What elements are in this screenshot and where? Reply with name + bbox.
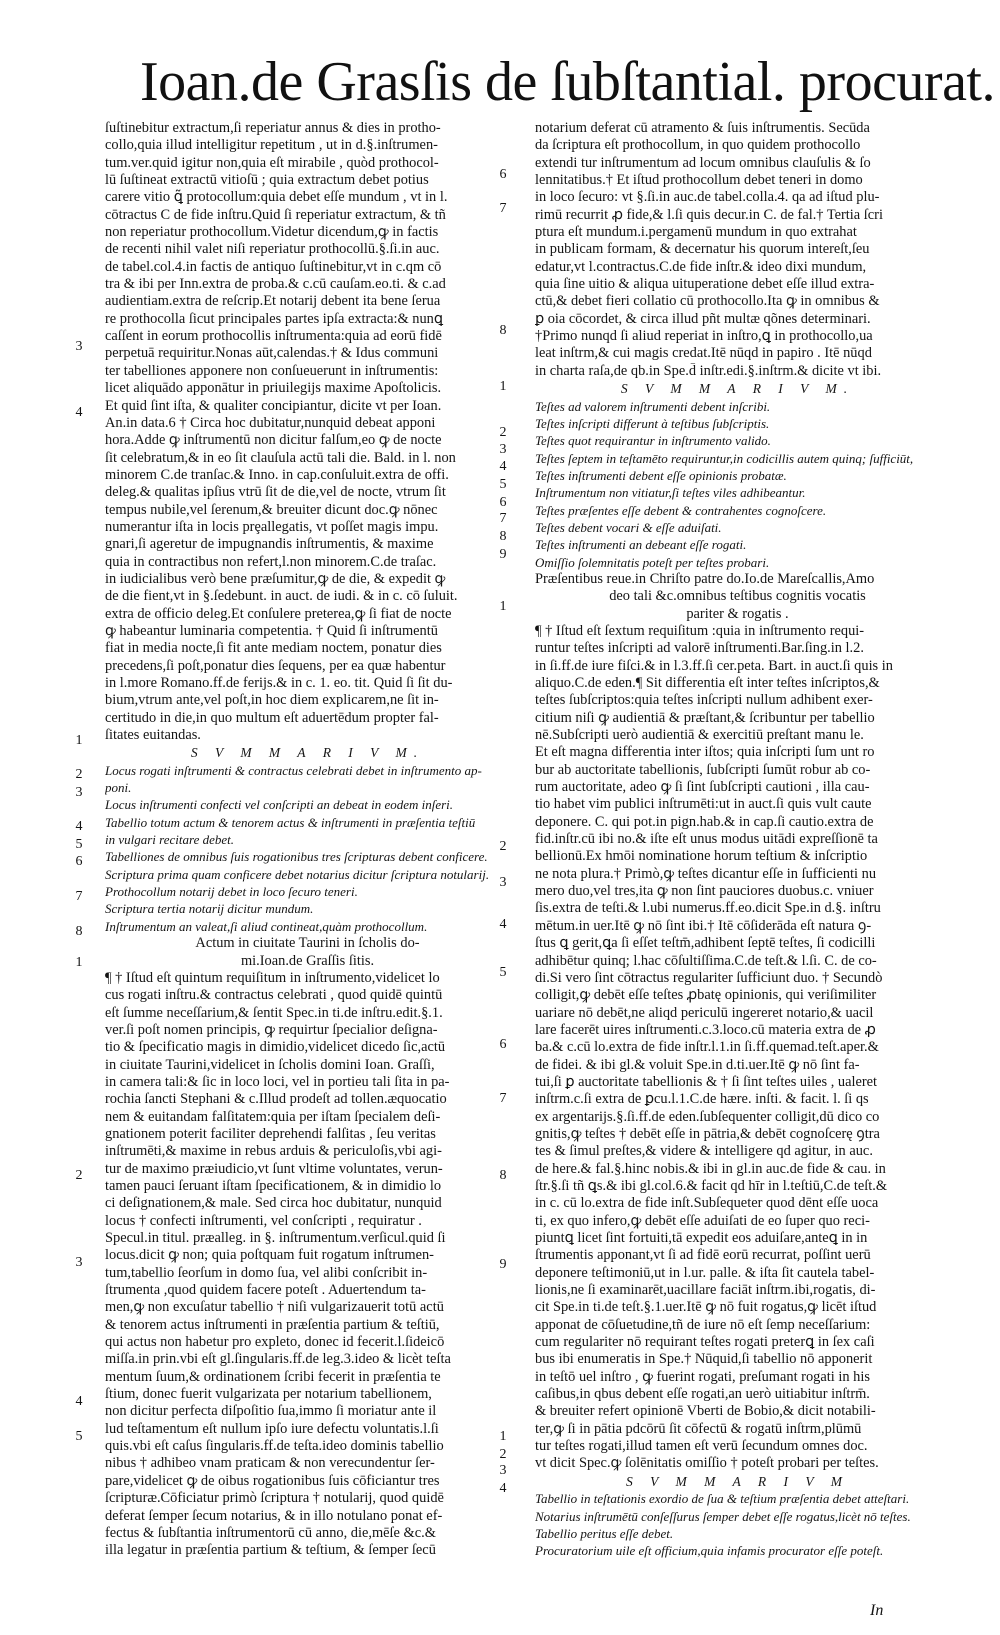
text-line: Actum in ciuitate Taurini in ſcholis do- (195, 935, 420, 952)
margin-number: 2 (499, 1447, 507, 1462)
text-line: mentum ſuum,& ordinationem ſcribi fecerit in præſentia te (105, 1368, 441, 1385)
text-line: rimū recurrit ꝓ fide,& l.ſi quis decur.in C. de fal.† Tertia ſcri (535, 206, 883, 223)
text-line: Et quid ſint iſta, & qualiter concipiantur, dicite vt per Ioan. (105, 397, 442, 414)
text-line: tra & ibi per Inn.extra de proba.& c.cū cauſam.eo.ti. & c.ad (105, 276, 446, 293)
left-column (105, 120, 510, 1560)
text-line: men,ꝙ non excuſatur tabellio † niſi vulgarizauerit totū actū (105, 1299, 444, 1316)
text-line: aliquo.C.de eden.¶ Sit differentia eſt inter teſtes inſcriptos,& (535, 675, 880, 691)
text-line: bur ab auctoritate tabellionis, ſubſcripti ſumūt robur ab co- (535, 761, 871, 778)
text-line: deferat ſemper ſecum notarius, & in illo notulano ponat ef- (105, 1507, 443, 1524)
text-line: in c. cū lo.extra de fide inſt.Subſequeter quod dēnt eſſe uoca (535, 1195, 879, 1212)
text-line: in ciuitate Taurini,videlicet in ſcholis domini Ioan. Graſſi, (105, 1056, 435, 1073)
text-line: uariare nō debēt,ne aliqd periculū ingereret notario,& uacil (535, 1004, 874, 1021)
summary-line: Tabelliones de omnibus ſuis rogationibus tres ſcripturas debent conficere. (105, 849, 488, 865)
text-line: certitudo in die,in quo multum eſt aduertēdum propter fal- (105, 709, 439, 726)
text-line: tamen pauci ſeruant iſtam ſpecificationem, & in dimidio lo (105, 1177, 442, 1194)
text-line: deponere. C. qui pot.in pign.hab.& in cap.ſi cautio.extra de (535, 813, 874, 830)
text-line: quia in contractibus non refert,l.non minorem.C.de traſac. (105, 553, 437, 570)
text-line: ptura eſt mundum.i.pergamenū mundum in quo extrahat (535, 224, 857, 241)
text-line: in loco ſecuro: vt §.ſi.in auc.de tabel.colla.4. qa ad iſtud plu- (535, 189, 880, 206)
text-line: ſtium, donec fuerit vulgarizata per notarium tabellionem, (105, 1386, 432, 1403)
text-line: lennitatibus.† Et iſtud prothocollum debet teneri in domo (535, 172, 863, 189)
text-line: inſtrumēti,& maxime in rebus arduis & periculoſis,vbi agi- (105, 1143, 442, 1160)
text-line: da ſcriptura eſt prothocollum, in quo quidem prothocollo (535, 137, 861, 154)
text-line: gnationem poterit faciliter deprehendi falſitas , ſeu veritas (105, 1125, 436, 1142)
text-line: eſt ſumme neceſſarium,& ſentit Spec.in ti.de inſtru.edit.§.1. (105, 1004, 443, 1021)
text-line: Præſentibus reue.in Chriſto patre do.Io.de Mareſcallis,Amo (535, 570, 875, 587)
text-line: apponat de cōſuetudine,tñ de iure nō eſt ſemp neceſſarium: (535, 1316, 871, 1333)
text-line: caſibus,in qbus debent eſſe rogati,an uerò uitiabitur inſtrm̄. (535, 1386, 870, 1403)
text-line: perpetuā requiritur.Nonas aūt,calendas.† & Idus communi (105, 345, 439, 362)
text-line: extra de officio deleg.Et conſulere preterea,ꝙ ſi fiat de nocte (105, 605, 452, 622)
text-line: & tenorem actus inſtrumenti in præſentia partium & teſtiū, (105, 1316, 440, 1333)
text-line: ſtus ꝗ gerit,ꝗa ſi eſſet teſtm̄,adhibent ſeptē teſtes, ſi codicilli (535, 935, 876, 952)
margin-number: 5 (499, 965, 507, 980)
summary-line: Inſtrumentum an valeat,ſi aliud contineat,quàm prothocollum. (105, 918, 428, 934)
text-line: lū ſuſtineat extractū vitioſū ; quia extractum debet potius (105, 172, 429, 189)
summary-line: Tabellio in teſtationis exordio de ſua & teſtium præſentia debet atteſtari. (535, 1491, 910, 1507)
text-line: fectus & ſubſtantia inſtrumentorū cū anno, die,mēſe &c.& (105, 1524, 436, 1541)
text-line: audientiam.extra de reſcrip.Et notarij debent ita bene ſerua (105, 293, 441, 310)
text-line: cus rogati inſtru.& contractus celebrati , quod quidē quintū (105, 987, 443, 1004)
margin-number: 1 (499, 1429, 507, 1444)
text-line: quia ſine uitio & aliqua uituperatione debet eſſe illud extra- (535, 276, 875, 293)
text-line: nē.Subſcripti uerò audientiā & exercitiū preſtant manu le. (535, 727, 864, 744)
summary-line: Locus inſtrumenti confecti vel conſcripti an debeat in eodem inſeri. (105, 797, 454, 813)
margin-number: 9 (499, 1257, 507, 1272)
text-line: ſtr.§.ſi tñ ꝗs.& ibi gl.col.6.& facit qd hīr in l.teſtiū,C.de teſt.& (535, 1177, 888, 1194)
text-line: quis.vbi eſt caſus ſingularis.ff.de teſta.ideo dominis tabellio (105, 1438, 444, 1455)
margin-number: 8 (75, 924, 83, 939)
margin-number: 7 (499, 1091, 507, 1106)
margin-number: 2 (499, 425, 507, 440)
margin-number: 2 (75, 767, 83, 782)
text-line: Specul.in titul. præalleg. in §. inſtrumentum.verſicul.quid ſi (105, 1230, 446, 1246)
text-line: ſtrumenta ,quod quidem facere poteſt . Aduertendum ta- (105, 1282, 426, 1299)
summary-line: poni. (105, 780, 132, 796)
margin-number: 2 (499, 839, 507, 854)
summary-line: Teſtes inſtrumenti an debeant eſſe rogati. (535, 537, 747, 553)
margin-number: 4 (499, 459, 507, 474)
text-line: ex argentarijs.§.ſi.ff.de eden.ſubſequenter colligit,dū dico co (535, 1108, 880, 1125)
text-line: teſtes ſubſcriptos:quia teſtes inſcripti nullum adhibent exer- (535, 692, 873, 709)
text-line: ꝙ habeantur luminaria competentia. † Quid ſi inſtrumentū (105, 622, 438, 639)
text-line: de tabel.col.4.in factis de antiquo ſuſtinebitur,vt in c.qm cō (105, 258, 442, 275)
margin-number: 9 (499, 547, 507, 562)
text-line: de here.& fal.§.hinc nobis.& ibi in gl.in auc.de fide & cau. in (535, 1160, 886, 1177)
text-line: nibus † adhibeo vnam praticam & non verecundentur ſer- (105, 1455, 435, 1472)
text-line: ſitates euitandas. (105, 727, 201, 744)
text-line: ctū,& debet fieri collatio cū prothocollo.Ita ꝙ in omnibus & (535, 293, 880, 310)
margin-number: 1 (499, 599, 507, 614)
right-column (535, 120, 940, 1560)
text-line: ¶ † Iſtud eſt ſextum requiſitum :quia in inſtrumento requi- (535, 622, 865, 639)
text-line: illa legatur in præſentia partium & teſtium, & ſemper ſecū (105, 1542, 436, 1559)
summary-line: Teſtes quot requirantur in inſtrumento valido. (535, 433, 771, 449)
text-line: Et eſt magna differentia inter iſtos; quia inſcripti ſum unt ro (535, 744, 875, 761)
text-line: ¶ † Iſtud eſt quintum requiſitum in inſtrumento,videlicet lo (105, 969, 440, 986)
text-line: runtur teſtes inſcripti ad valorē inſtrumenti.Bar.ſing.in l.2. (535, 640, 864, 657)
text-line: non reperiatur prothocollum.Videtur dicendum,ꝙ in factis (105, 224, 439, 241)
text-line: collo,quia illud intelligitur repetitum , ut in d.§.inſtrumen- (105, 137, 438, 154)
margin-number: 7 (499, 201, 507, 216)
text-line: pariter & rogatis . (686, 605, 789, 622)
text-line: qui actus non habetur pro expleto, donec id fecerit.l.ſideicō (105, 1334, 445, 1351)
text-line: di.Si vero ſint cōtractus regulariter ſufficiunt duo. † Secundò (535, 969, 883, 986)
text-line: edatur,vt l.contractus.C.de fide inſtr.& ideo dixi mundum, (535, 258, 867, 275)
text-line: re prothocolla ſicut principales partes ipſa extracta:& nunꝗ (105, 310, 443, 327)
text-line: gnitis,ꝙ teſtes † debēt eſſe in pātria,& debēt cognoſcerę ꝯtra (535, 1125, 880, 1142)
text-line: minorem C.de tranſac.& Inno. in cap.conſuluit.extra de offi. (105, 466, 449, 483)
text-line: tum,tabellio ſeorſum in domo ſua, vel alibi conſcribit in- (105, 1264, 428, 1281)
text-line: inſtrm.c.ſi extra de ꝑcu.l.1.C.de hære. inſti. & facit. l. ſi qs (535, 1091, 869, 1108)
margin-number: 3 (499, 442, 507, 457)
text-line: ſuſtinebitur extractum,ſi reperiatur annus & dies in protho- (105, 120, 441, 136)
summary-line: in vulgari recitare debet. (105, 832, 235, 848)
text-line: tes & ſimul preſtes,& videre & intelligere qd agitur, in auc. (535, 1143, 873, 1160)
text-line: ſis.extra de teſti.& l.ubi numerus.ff.eo.dicit Spe.in d.§. inſtru (535, 900, 881, 917)
summary-heading: S V M M A R I V M. (620, 381, 855, 397)
text-line: gnari,ſi ageretur de impugnandis inſtrumentis, & maxime (105, 536, 434, 553)
margin-number: 3 (499, 875, 507, 890)
text-line: mētum.in uer.Itē ꝙ nō ſint ibi.† Itē cōſiderāda eſt natura ꝯ- (535, 917, 872, 934)
text-line: deo tali &c.omnibus teſtibus cognitis vocatis (609, 588, 866, 605)
margin-number: 6 (499, 1037, 507, 1052)
text-line: vt dicit Spec.ꝙ ſolēnitatis omiſſio † poteſt probari per teſtes. (535, 1455, 879, 1472)
text-line: in iudicialibus verò bene præſumitur,ꝙ de die, & expedit ꝙ (105, 570, 446, 587)
summary-line: Scriptura tertia notarij dicitur mundum. (105, 901, 314, 917)
text-line: piuntꝗ licet ſint fortuiti,tā expedit eos aduiſare,anteꝗ in in (535, 1230, 868, 1246)
text-line: fid.inſtr.cū ibi no.& iſte eſt unus modus uitādi expreſſionē ta (535, 831, 878, 848)
text-line: locus.dicit ꝙ non; quia poſtquam fuit rogatum inſtrumen- (105, 1247, 434, 1264)
text-line: deleg.& qualitas ipſius vtrū ſit de die,vel de nocte, vtrum ſit (105, 484, 446, 501)
text-line: leat inſtrm,& cui magis credat.Itē nūqd in papiro . Itē nūqd (535, 345, 872, 362)
text-line: caſſent in eorum prothocollis inſtrumenta:quia ad eorū fidē (105, 328, 442, 345)
margin-number: 6 (499, 167, 507, 182)
text-line: tio habet vim publici inſtrumēti:ut in auct.ſi quis vult caute (535, 796, 872, 813)
summary-line: Teſtes præſentes eſſe debent & contrahentes cognoſcere. (535, 502, 827, 518)
text-line: tur teſtes rogati,illud tamen eſt verū ſecundum omnes doc. (535, 1438, 868, 1455)
text-line: & breuiter refert opinionē Vberti de Bobio,& dicit notabili- (535, 1403, 876, 1420)
text-line: tio & ſpecificatio magis in dimidio,videlicet dicedo ſic,actū (105, 1039, 446, 1056)
text-line: tempus nubile,vel ſerenum,& breuiter dicunt doc.ꝙ nōnec (105, 501, 438, 518)
text-line: mi.Ioan.de Graſſis ſitis. (240, 952, 375, 969)
summary-line: Scriptura prima quam conficere debet notarius dicitur ſcriptura notularij. (105, 866, 490, 882)
text-line: ſtrumentis apponant,vt ſi ad fidē eorū recurrat, poſſint uerū (535, 1247, 871, 1264)
text-line: ter,ꝙ ſi in pātia pdcōrū ſit cōfectū & rogatū inſtrm,plūmū (535, 1420, 862, 1437)
text-line: ne nota plura.† Primò,ꝙ teſtes dicantur eſſe in ſufficienti nu (535, 865, 877, 882)
summary-line: Tabellio totum actum & tenorem actus & inſtrumenti in præſentia teſtiū (105, 814, 476, 830)
text-line: licet aliquādo apponātur in priuilegijs maxime Apoſtolicis. (105, 380, 442, 397)
catchword: In (870, 1602, 884, 1619)
summary-line: Teſtes inſtrumenti debent eſſe opinionis probatæ. (535, 467, 787, 483)
margin-number: 4 (75, 405, 83, 420)
text-line: bellionū.Ex hmōi nominatione horum teſtium & inſcriptio (535, 848, 868, 865)
text-line: extendi tur inſtrumentum ad locum omnibus clauſulis & ſo (535, 154, 871, 171)
margin-number: 6 (75, 854, 83, 869)
summary-line: Inſtrumentum non vitiatur,ſi teſtes viles adhibeantur. (535, 485, 806, 501)
text-line: tur de maximo præiudicio,vt ſunt vltime voluntates, verun- (105, 1160, 443, 1177)
text-line: †Primo nunqd ſi aliud reperiat in inſtro,ꝗ in prothocollo,ua (535, 328, 873, 345)
margin-number: 6 (499, 495, 507, 510)
text-line: de fidei. & ibi gl.& voluit Spe.in d.ti.uer.Itē ꝙ nō ſint fa- (535, 1056, 860, 1073)
text-line: ter tabelliones apponere non conſueuerunt in inſtrumentis: (105, 362, 439, 379)
text-line: bus ibi enumeratis in Spe.† Nūquid,ſi tabellio nō apponerit (535, 1351, 873, 1368)
summary-line: Teſtes debent vocari & eſſe aduiſati. (535, 519, 722, 535)
margin-number: 3 (75, 1255, 83, 1270)
margin-number: 5 (75, 1429, 83, 1444)
text-line: bium,vtrum ante,vel poſt,in hoc diem explicarem,ne ſit in- (105, 692, 439, 709)
text-line: ver.ſi poſt nomen principis, ꝙ requirtur ſpecialior deſigna- (105, 1021, 438, 1038)
text-line: de recenti nihil valet niſi reperiatur prothocollū.§.ſi.in auc. (105, 241, 440, 258)
text-line: in charta raſa,de qb.in Spe.d̄ inſtr.edi.§.inſtrm.& dicite vt ibi. (535, 362, 882, 379)
text-line: ba.& c.cū lo.extra de fide inſtr.l.1.in ſi.ff.quemad.teſt.aper.& (535, 1039, 879, 1056)
text-line: citium niſi ꝙ audientiā & præſtant,& ſcribuntur per tabellio (535, 709, 875, 726)
text-line: mero duo,vel tres,ita ꝙ non ſint pauciores duobus.c. vniuer (535, 883, 874, 900)
text-line: tum.ver.quid igitur non,quia eſt mirabile , quòd prothocol- (105, 154, 439, 171)
text-line: adhibētur quinq; l.hac cōſultiſſima.C.de teſt.& l.ſi. C. de co- (535, 952, 877, 969)
text-line: lare facerēt uires inſtrumenti.c.3.loco.cū materia extra de ꝓ (535, 1021, 876, 1038)
margin-number: 4 (499, 1481, 507, 1496)
margin-number: 3 (75, 785, 83, 800)
text-line: rochia ſancti Stephani & c.Illud prodeſt ad tollen.æquocatio (105, 1091, 447, 1108)
summary-line: Notarius inſtrumētū conſeſſurus ſemper debet eſſe rogatus,licèt nō teſtes. (535, 1508, 911, 1524)
text-line: cit Spe.in ti.de teſt.§.1.uer.Itē ꝙ nō fuit rogatus,ꝙ licēt iſtud (535, 1299, 877, 1316)
text-line: in l.more Romano.ff.de ferijs.& in c. 1. eo. tit. Quid ſi ſit du- (105, 675, 453, 691)
margin-number: 1 (499, 379, 507, 394)
text-line: ſcripturæ.Cōficiatur primò ſcriptura † notularij, quod quidē (105, 1490, 444, 1507)
margin-number: 8 (499, 529, 507, 544)
margin-number: 2 (75, 1168, 83, 1183)
summary-line: Teſtes ad valorem inſtrumenti debent inſcribi. (535, 398, 771, 414)
summary-heading: S V M M A R I V M (626, 1473, 849, 1489)
text-line: notarium deferat cū atramento & ſuis inſtrumentis. Secūda (535, 120, 870, 136)
margin-number: 4 (499, 917, 507, 932)
summary-line: Omiſſio ſolemnitatis poteſt per teſtes probari. (535, 554, 770, 570)
text-line: lud teſtamentum eſt nullum ipſo iure defectu voluntatis.l.ſi (105, 1420, 439, 1437)
text-line: hora.Adde ꝙ inſtrumentū non dicitur falſum,eo ꝙ de nocte (105, 432, 442, 449)
margin-number: 4 (75, 1394, 83, 1409)
text-line: ꝑ oia cōcordet, & circa illud pñt multæ qõnes determinari. (535, 310, 871, 327)
text-line: precedens,ſi poſt,ponatur dies ſequens, per ea quæ habentur (105, 657, 446, 674)
text-line: deponere teſtimoniū,ut in l.ur. palle. & iſta ſit cautela tabel- (535, 1264, 875, 1281)
text-line: in ſi.ff.de iure fiſci.& in l.3.ff.ſi cer.peta. Bart. in auct.ſi quis in (535, 657, 893, 674)
text-line: in teſtō uel inſtro , ꝙ fuerint rogati, preſumant rogati in his (535, 1368, 870, 1385)
text-line: lionis,ne ſi examinarēt,uacillare faciāt inſtrm.ibi,rogatis, di- (535, 1282, 876, 1299)
text-line: locus † confecti inſtrumenti, vel conſcripti , requiratur . (105, 1212, 422, 1229)
margin-number: 5 (75, 837, 83, 852)
text-line: numerantur iſta in locis prȩallegatis, vt poſſet magis impu. (105, 518, 439, 535)
text-line: cum regulariter nō requirant teſtes rogati preterꝗ in ſex caſi (535, 1334, 875, 1351)
summary-line: Locus rogati inſtrumenti & contractus celebrati debet in inſtrumento ap- (105, 762, 482, 778)
text-line: An.in data.6 † Circa hoc dubitatur,nunquid debeat apponi (105, 414, 436, 431)
summary-line: Teſtes inſcripti differunt à teſtibus ſubſcriptis. (535, 415, 770, 431)
margin-number: 8 (499, 1168, 507, 1183)
text-line: non dicitur perfecta diſpoſitio ſua,immo ſi moriatur ante il (105, 1403, 437, 1420)
text-line: fiat in media nocte,ſi fit ante mediam noctem, ponatur dies (105, 640, 442, 657)
text-line: miſſa.in prin.vbi eſt gl.ſingularis.ff.de leg.3.ideo & licèt teſta (105, 1351, 451, 1368)
text-line: carere vitio ꝗ̃ protocollum:quia debet eſſe mundum , vt in l. (105, 189, 448, 206)
margin-number: 7 (499, 511, 507, 526)
text-line: colligit,ꝙ debēt eſſe teſtes ꝓbatę opinionis, qui veriſimiliter (535, 987, 877, 1004)
margin-number: 4 (75, 819, 83, 834)
margin-number: 3 (499, 1463, 507, 1478)
text-line: tui,ſi ꝑ auctoritate tabellionis & † ſi ſint teſtes uiles , ualeret (535, 1073, 878, 1090)
summary-heading: S V M M A R I V M. (190, 745, 425, 761)
summary-line: Procuratorium uile eſt officium,quia infamis procurator eſſe poteſt. (535, 1543, 884, 1559)
margin-number: 5 (499, 477, 507, 492)
running-title: Ioan.de Grasſis de ſubſtantial. procurat. (140, 51, 995, 113)
text-line: ci deſignationem,& male. Sed circa hoc dubitatur, nunquid (105, 1195, 442, 1212)
summary-line: Teſtes ſeptem in teſtamēto requiruntur,in codicillis autem quinq; ſufficiūt, (535, 450, 914, 466)
text-line: ſit celebratum,& in eo ſit clauſula actū tali die. Bald. in l. non (105, 449, 456, 466)
text-line: in camera tali:& ſic in loco loci, vel in portieu tali ſita in pa- (105, 1073, 450, 1090)
margin-number: 1 (75, 955, 83, 970)
text-line: rum auctoritate, adeo ꝙ ſi ſint ſubſcripti cautioni , illa cau- (535, 779, 870, 796)
margin-number: 1 (75, 733, 83, 748)
margin-number: 8 (499, 323, 507, 338)
text-line: in publicam formam, & decernatur his quorum intereſt,ſeu (535, 241, 870, 258)
summary-line: Tabellio peritus eſſe debet. (535, 1525, 674, 1541)
text-line: ti, ex quo infero,ꝙ debēt eſſe aduiſati de eo ſuper quo reci- (535, 1212, 870, 1229)
text-line: pare,videlicet ꝙ de oibus rogationibus ſuis cōficiantur tres (105, 1472, 440, 1489)
text-line: nem & euitandam falſitatem:quia per iſtam ſpecialem deſi- (105, 1108, 441, 1125)
summary-line: Prothocollum notarij debet in loco ſecuro teneri. (105, 884, 358, 900)
text-line: de die fient,vt in §.ſedebunt. in auct. de iudi. & in c. cō ſuluit. (105, 588, 458, 605)
margin-number: 3 (75, 339, 83, 354)
margin-number: 7 (75, 889, 83, 904)
text-line: cōtractus C de fide inſtru.Quid ſi reperiatur extractum, & tñ (105, 206, 446, 223)
